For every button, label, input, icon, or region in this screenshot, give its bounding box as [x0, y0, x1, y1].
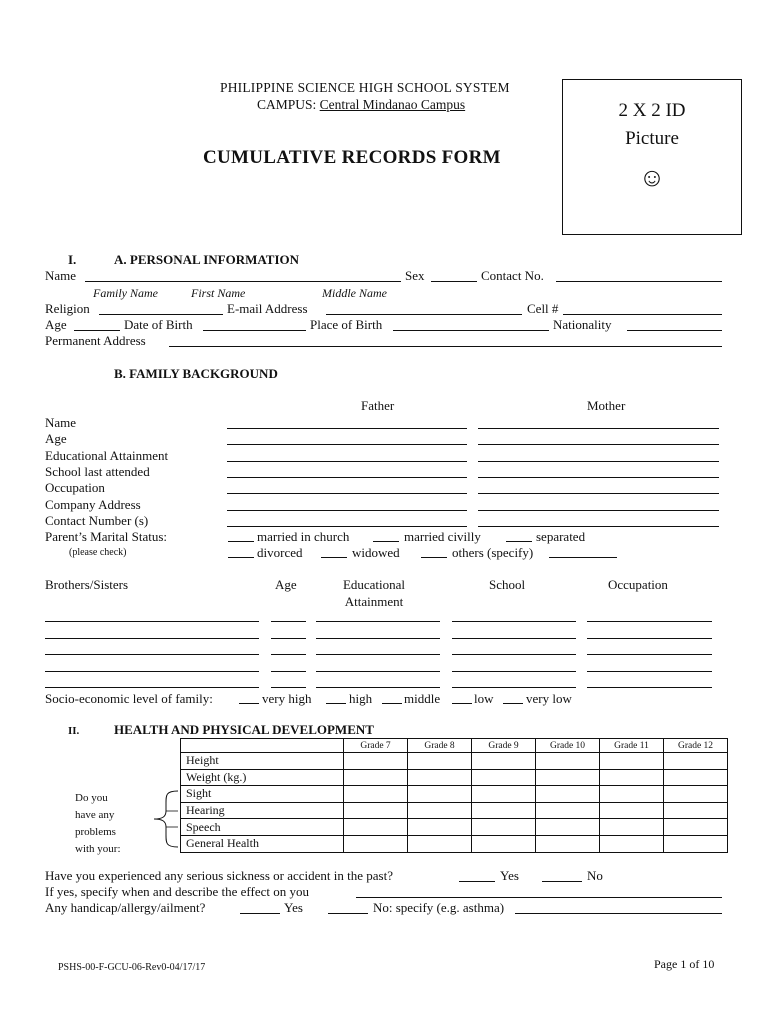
opt-widowed: widowed [352, 545, 400, 560]
siblings-header-age: Age [275, 577, 297, 592]
siblings-header-edu-2: Attainment [344, 594, 404, 609]
nationality-label: Nationality [553, 317, 612, 332]
father-field[interactable] [227, 510, 467, 511]
check-civilly[interactable] [373, 541, 399, 542]
siblings-header-school: School [489, 577, 526, 592]
check-high[interactable] [326, 703, 346, 704]
health-cell[interactable] [472, 835, 536, 852]
health-row [181, 802, 728, 819]
level-middle: middle [404, 691, 441, 706]
father-header: Father [361, 398, 395, 413]
health-cell[interactable] [472, 819, 536, 836]
health-cell[interactable] [408, 786, 472, 803]
nationality-field[interactable] [627, 330, 722, 331]
health-cell[interactable] [344, 769, 408, 786]
father-field[interactable] [227, 444, 467, 445]
health-row-label: Speech [181, 819, 344, 836]
health-cell[interactable] [600, 835, 664, 852]
sibling-occupation-field[interactable] [587, 687, 712, 688]
health-row [181, 786, 728, 803]
sickness-yes-field[interactable] [459, 881, 495, 882]
health-cell[interactable] [408, 802, 472, 819]
age-label: Age [45, 317, 67, 332]
email-label: E-mail Address [227, 301, 308, 316]
health-cell[interactable] [472, 786, 536, 803]
sibling-education-field[interactable] [316, 687, 440, 688]
sibling-occupation-field[interactable] [587, 671, 712, 672]
siblings-header-occupation: Occupation [608, 577, 668, 592]
q-specify: If yes, specify when and describe the effect on you [45, 884, 309, 899]
name-field[interactable] [85, 281, 401, 282]
health-cell[interactable] [408, 819, 472, 836]
health-cell[interactable] [664, 819, 728, 836]
religion-label: Religion [45, 301, 90, 316]
sibling-name-field[interactable] [45, 687, 259, 688]
sibling-age-field[interactable] [271, 671, 306, 672]
level-low: low [474, 691, 494, 706]
dob-label: Date of Birth [124, 317, 193, 332]
id-box-line1: 2 X 2 ID [618, 100, 686, 121]
cell-label: Cell # [527, 301, 559, 316]
sibling-education-field[interactable] [316, 671, 440, 672]
health-cell[interactable] [536, 819, 600, 836]
smiley-icon: ☺ [638, 163, 666, 192]
sibling-age-field[interactable] [271, 654, 306, 655]
sibling-age-field[interactable] [271, 638, 306, 639]
mother-field[interactable] [478, 477, 719, 478]
page-number: Page 1 of 10 [654, 957, 715, 971]
sibling-education-field[interactable] [316, 621, 440, 622]
religion-field[interactable] [99, 314, 223, 315]
mother-field[interactable] [478, 444, 719, 445]
cell-field[interactable] [563, 314, 722, 315]
father-field[interactable] [227, 461, 467, 462]
health-row [181, 835, 728, 852]
grade-header: Grade 8 [408, 739, 472, 753]
health-cell[interactable] [344, 802, 408, 819]
health-cell[interactable] [408, 835, 472, 852]
check-church[interactable] [228, 541, 254, 542]
sibling-name-field[interactable] [45, 621, 259, 622]
health-cell[interactable] [536, 786, 600, 803]
health-cell[interactable] [664, 753, 728, 770]
id-box-line2: Picture [625, 128, 679, 149]
mother-field[interactable] [478, 461, 719, 462]
family-row-label: School last attended [45, 463, 150, 479]
contact-field[interactable] [556, 281, 722, 282]
health-cell[interactable] [472, 802, 536, 819]
siblings-header-edu-1: Educational [342, 577, 406, 592]
sibling-name-field[interactable] [45, 654, 259, 655]
health-cell[interactable] [344, 786, 408, 803]
contact-label: Contact No. [481, 268, 544, 283]
health-cell[interactable] [472, 753, 536, 770]
health-cell[interactable] [600, 802, 664, 819]
sex-label: Sex [405, 268, 425, 283]
section2-number: II. [68, 725, 80, 737]
socio-label: Socio-economic level of family: [45, 691, 213, 706]
sibling-education-field[interactable] [316, 654, 440, 655]
section1-number: I. [68, 252, 77, 267]
health-cell[interactable] [600, 819, 664, 836]
address-label: Permanent Address [45, 333, 146, 348]
address-field[interactable] [169, 346, 722, 347]
health-row-label: Weight (kg.) [181, 769, 344, 786]
hint-family-name: Family Name [93, 286, 158, 300]
mother-field[interactable] [478, 526, 719, 527]
family-title: B. FAMILY BACKGROUND [114, 366, 278, 381]
health-header-row [181, 739, 728, 753]
father-field[interactable] [227, 493, 467, 494]
section1-title: A. PERSONAL INFORMATION [114, 252, 300, 267]
check-others[interactable] [421, 557, 447, 558]
health-cell[interactable] [472, 769, 536, 786]
family-row-label: Occupation [45, 480, 105, 496]
side-note-line3: problems [75, 826, 116, 838]
health-row-label: General Health [181, 835, 344, 852]
handicap-yes-label: Yes [284, 900, 303, 915]
sibling-school-field[interactable] [452, 671, 576, 672]
health-table [180, 738, 728, 853]
health-cell[interactable] [408, 753, 472, 770]
sibling-name-field[interactable] [45, 638, 259, 639]
health-row [181, 753, 728, 770]
level-high: high [349, 691, 373, 706]
mother-field[interactable] [478, 510, 719, 511]
sickness-no-field[interactable] [542, 881, 582, 882]
check-very-high[interactable] [239, 703, 259, 704]
sibling-age-field[interactable] [271, 687, 306, 688]
side-note-line4: with your: [75, 843, 121, 855]
level-very-high: very high [262, 691, 312, 706]
mother-field[interactable] [478, 493, 719, 494]
mother-header: Mother [587, 398, 626, 413]
health-cell[interactable] [600, 786, 664, 803]
handicap-no-field[interactable] [328, 913, 368, 914]
check-very-low[interactable] [503, 703, 523, 704]
health-cell[interactable] [664, 835, 728, 852]
side-note-line1: Do you [75, 792, 108, 804]
grade-header: Grade 7 [344, 739, 408, 753]
health-cell[interactable] [536, 769, 600, 786]
health-cell[interactable] [344, 819, 408, 836]
health-cell[interactable] [536, 802, 600, 819]
dob-field[interactable] [203, 330, 306, 331]
please-check: (please check) [69, 547, 127, 558]
check-widowed[interactable] [321, 557, 347, 558]
sibling-school-field[interactable] [452, 621, 576, 622]
level-very-low: very low [526, 691, 572, 706]
family-row-label: Educational Attainment [45, 447, 169, 463]
health-cell[interactable] [536, 835, 600, 852]
check-separated[interactable] [506, 541, 532, 542]
opt-civilly: married civilly [404, 529, 481, 544]
sibling-school-field[interactable] [452, 687, 576, 688]
health-cell[interactable] [408, 769, 472, 786]
sickness-no-label: No [587, 868, 603, 883]
pob-field[interactable] [393, 330, 549, 331]
handicap-no-specify-label: No: specify (e.g. asthma) [373, 900, 505, 915]
hint-first-name: First Name [191, 286, 246, 300]
sibling-occupation-field[interactable] [587, 621, 712, 622]
health-header-blank [181, 739, 344, 753]
health-cell[interactable] [664, 786, 728, 803]
hint-middle-name: Middle Name [322, 286, 387, 300]
check-middle[interactable] [382, 703, 402, 704]
age-field[interactable] [74, 330, 120, 331]
health-row [181, 819, 728, 836]
email-field[interactable] [326, 314, 522, 315]
family-row-label: Company Address [45, 496, 141, 512]
health-cell[interactable] [344, 753, 408, 770]
father-field[interactable] [227, 477, 467, 478]
handicap-specify-field[interactable] [515, 913, 722, 914]
campus-name: Central Mindanao Campus [319, 97, 466, 112]
sex-field[interactable] [431, 281, 477, 282]
grade-header: Grade 11 [600, 739, 664, 753]
health-cell[interactable] [664, 802, 728, 819]
opt-separated: separated [536, 529, 586, 544]
brace-icon [146, 789, 180, 849]
q-sickness: Have you experienced any serious sickness or accident in the past? [45, 868, 393, 883]
health-row-label: Height [181, 753, 344, 770]
school-name: PHILIPPINE SCIENCE HIGH SCHOOL SYSTEM [220, 80, 510, 95]
opt-others: others (specify) [452, 545, 534, 560]
specify-field[interactable] [356, 897, 722, 898]
health-cell[interactable] [536, 753, 600, 770]
form-title: CUMULATIVE RECORDS FORM [203, 147, 501, 168]
check-divorced[interactable] [228, 557, 254, 558]
opt-church: married in church [257, 529, 350, 544]
others-specify-field[interactable] [549, 557, 617, 558]
sibling-education-field[interactable] [316, 638, 440, 639]
handicap-yes-field[interactable] [240, 913, 280, 914]
pob-label: Place of Birth [310, 317, 383, 332]
family-row-label: Contact Number (s) [45, 512, 149, 528]
health-cell[interactable] [664, 769, 728, 786]
grade-header: Grade 10 [536, 739, 600, 753]
opt-divorced: divorced [257, 545, 303, 560]
family-row-label: Age [45, 431, 67, 447]
health-row [181, 769, 728, 786]
grade-header: Grade 12 [664, 739, 728, 753]
father-field[interactable] [227, 428, 467, 429]
check-low[interactable] [452, 703, 472, 704]
marital-label: Parent’s Marital Status: [45, 529, 168, 544]
health-row-label: Hearing [181, 802, 344, 819]
campus-label: CAMPUS: [257, 97, 317, 112]
sibling-age-field[interactable] [271, 621, 306, 622]
section2-title: HEALTH AND PHYSICAL DEVELOPMENT [114, 722, 374, 737]
sibling-occupation-field[interactable] [587, 654, 712, 655]
health-row-label: Sight [181, 786, 344, 803]
side-note-line2: have any [75, 809, 115, 821]
father-field[interactable] [227, 526, 467, 527]
sibling-school-field[interactable] [452, 654, 576, 655]
mother-field[interactable] [478, 428, 719, 429]
sibling-school-field[interactable] [452, 638, 576, 639]
campus-line [257, 97, 465, 113]
health-cell[interactable] [600, 769, 664, 786]
siblings-header-name: Brothers/Sisters [45, 577, 129, 592]
family-row-label: Name [45, 415, 77, 430]
sibling-name-field[interactable] [45, 671, 259, 672]
grade-header: Grade 9 [472, 739, 536, 753]
sibling-occupation-field[interactable] [587, 638, 712, 639]
health-cell[interactable] [600, 753, 664, 770]
name-label: Name [45, 268, 77, 283]
sickness-yes-label: Yes [500, 868, 519, 883]
health-cell[interactable] [344, 835, 408, 852]
q-handicap: Any handicap/allergy/ailment? [45, 900, 206, 915]
doc-code: PSHS-00-F-GCU-06-Rev0-04/17/17 [58, 962, 206, 973]
